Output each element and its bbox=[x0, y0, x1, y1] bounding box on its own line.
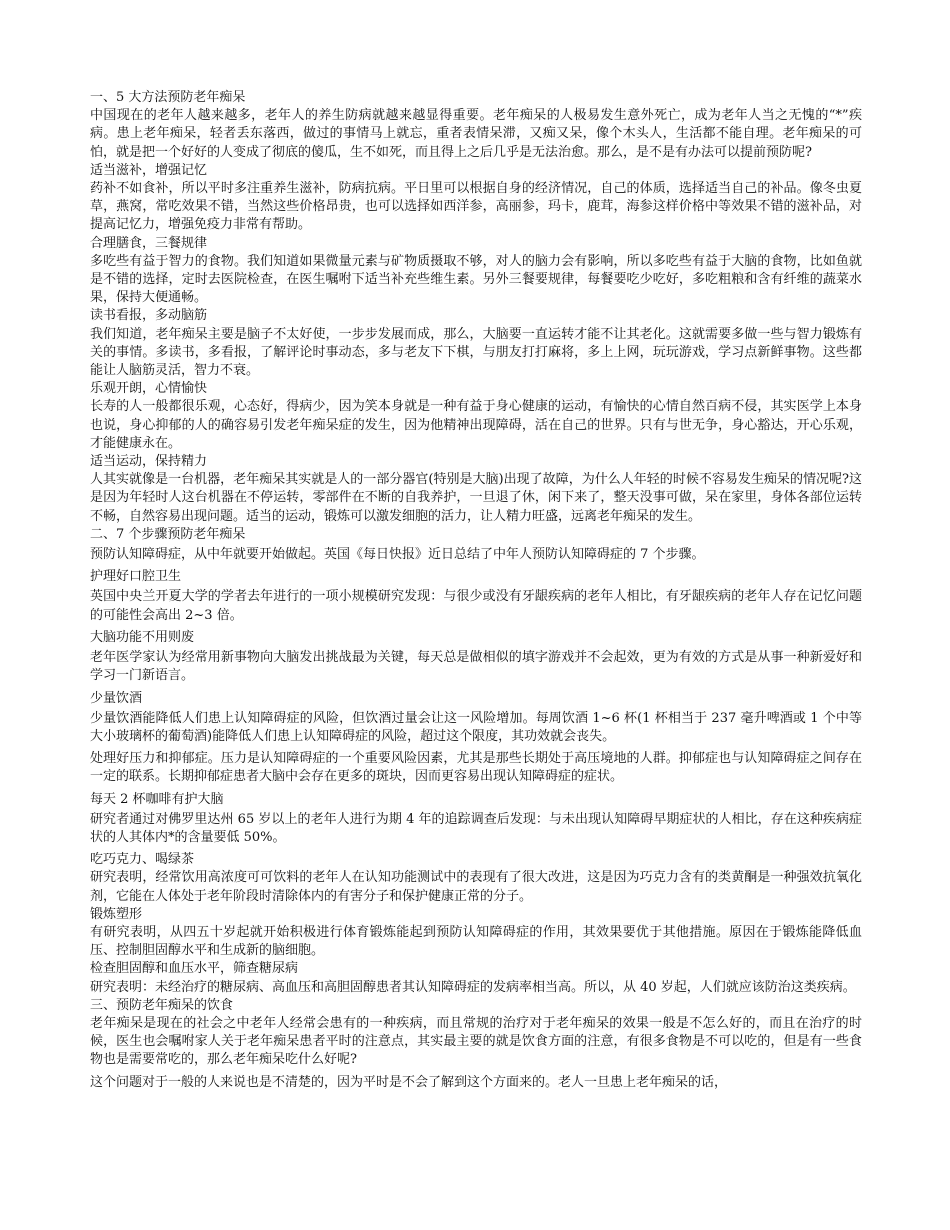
paragraph: 老年痴呆是现在的社会之中老年人经常会患有的一种疾病，而且常规的治疗对于老年痴呆的效果一般是不怎么好的，而且在治疗的时候，医生也会嘱咐家人关于老年痴呆患者平时的注意点，其实最主要的就是饮食方面的注意，有很多食物是不可以吃的，但是有一些食物也是需要常吃的，那么老年痴呆吃什么好呢? bbox=[90, 1015, 862, 1068]
subheading: 读书看报，多动脑筋 bbox=[90, 308, 208, 324]
subheading: 护理好口腔卫生 bbox=[90, 569, 182, 585]
subheading: 吃巧克力、喝绿茶 bbox=[90, 852, 195, 868]
section-1-intro: 中国现在的老年人越来越多，老年人的养生防病就越来越显得重要。老年痴呆的人极易发生意外死亡，成为老年人当之无愧的“*”疾病。患上老年痴呆，轻者丢东落西，做过的事情马上就忘，重者表情呆滞，又痴又呆，像个木头人，生活都不能自理。老年痴呆的可怕，就是把一个好好的人变成了彻底的傻瓜，生不如死，而且得上之后几乎是无法治愈。那么，是不是有办法可以提前预防呢? bbox=[90, 108, 862, 160]
subheading: 适当运动，保持精力 bbox=[90, 454, 208, 470]
paragraph: 人其实就像是一台机器，老年痴呆其实就是人的一部分器官(特别是大脑)出现了故障，为什么人年轻的时候不容易发生痴呆的情况呢?这是因为年轻时人这台机器在不停运转，零部件在不断的自我养护，一旦退了休，闲下来了，整天没事可做，呆在家里，身体各部位运转不畅，自然容易出现问题。适当的运动，锻炼可以激发细胞的活力，让人精力旺盛，远离老年痴呆的发生。 bbox=[90, 472, 862, 524]
paragraph: 我们知道，老年痴呆主要是脑子不太好使，一步步发展而成，那么，大脑要一直运转才能不让其老化。这就需要多做一些与智力锻炼有关的事情。多读书，多看报，了解评论时事动态，多与老友下下棋，与朋友打打麻将，多上上网，玩玩游戏，学习点新鲜事物。这些都能让人脑筋灵活，智力不衰。 bbox=[90, 326, 862, 379]
paragraph: 多吃些有益于智力的食物。我们知道如果微量元素与矿物质摄取不够，对人的脑力会有影响，所以多吃些有益于大脑的食物，比如鱼就是不错的选择，定时去医院检查，在医生嘱咐下适当补充些维生素。另外三餐要规律，每餐要吃少吃好，多吃粗粮和含有纤维的蔬菜水果，保持大便通畅。 bbox=[90, 253, 862, 306]
section-title-2: 二、7 个步骤预防老年痴呆 bbox=[90, 526, 246, 542]
subheading: 检查胆固醇和血压水平，筛查糖尿病 bbox=[90, 961, 299, 977]
paragraph: 英国中央兰开夏大学的学者去年进行的一项小规模研究发现：与很少或没有牙龈疾病的老年人相比，有牙龈疾病的老年人存在记忆问题的可能性会高出 2~3 倍。 bbox=[90, 589, 862, 623]
paragraph: 长寿的人一般都很乐观，心态好，得病少，因为笑本身就是一种有益于身心健康的运动，有愉快的心情自然百病不侵，其实医学上本身也说，身心抑郁的人的确容易引发老年痴呆症的发生，因为他精神出现障碍，活在自己的世界。只有与世无争，身心豁达，开心乐观，才能健康永在。 bbox=[90, 399, 862, 451]
section-title-3: 三、预防老年痴呆的饮食 bbox=[90, 997, 234, 1013]
paragraph: 有研究表明，从四五十岁起就开始积极进行体育锻炼能起到预防认知障碍症的作用，其效果要优于其他措施。原因在于锻炼能降低血压、控制胆固醇水平和生成新的脑细胞。 bbox=[90, 924, 862, 959]
subheading: 少量饮酒 bbox=[90, 690, 143, 706]
subheading: 合理膳食，三餐规律 bbox=[90, 235, 208, 251]
paragraph: 这个问题对于一般的人来说也是不清楚的，因为平时是不会了解到这个方面来的。老人一旦患上老年痴呆的话， bbox=[90, 1074, 728, 1090]
paragraph: 处理好压力和抑郁症。压力是认知障碍症的一个重要风险因素，尤其是那些长期处于高压境地的人群。抑郁症也与认知障碍症之间存在一定的联系。长期抑郁症患者大脑中会存在更多的斑块，因而更容易出现认知障碍症的症状。 bbox=[90, 751, 862, 785]
document-body bbox=[90, 89, 862, 1092]
subheading: 乐观开朗，心情愉快 bbox=[90, 381, 208, 397]
paragraph: 药补不如食补，所以平时多注重养生滋补，防病抗病。平日里可以根据自身的经济情况，自己的体质，选择适当自己的补品。像冬虫夏草，燕窝，常吃效果不错，当然这些价格昂贵，也可以选择如西洋参，高丽参，玛卡，鹿茸，海参这样价格中等效果不错的滋补品，对提高记忆力，增强免疫力非常有帮助。 bbox=[90, 181, 862, 233]
paragraph: 老年医学家认为经常用新事物向大脑发出挑战最为关键，每天总是做相似的填字游戏并不会起效，更为有效的方式是从事一种新爱好和学习一门新语言。 bbox=[90, 650, 862, 684]
subheading: 大脑功能不用则废 bbox=[90, 629, 195, 645]
paragraph: 少量饮酒能降低人们患上认知障碍症的风险，但饮酒过量会让这一风险增加。每周饮酒 1~6 杯(1 杯相当于 237 毫升啤酒或 1 个中等大小玻璃杯的葡萄酒)能降低人们患上认知障碍症的风险，超过这个限度，其功效就会丧失。 bbox=[90, 710, 862, 744]
section-title-1: 一、5 大方法预防老年痴呆 bbox=[90, 90, 246, 105]
subheading: 锻炼塑形 bbox=[90, 906, 143, 922]
section-2-intro: 预防认知障碍症，从中年就要开始做起。英国《每日快报》近日总结了中年人预防认知障碍症的 7 个步骤。 bbox=[90, 547, 705, 563]
paragraph: 研究表明，经常饮用高浓度可可饮料的老年人在认知功能测试中的表现有了很大改进，这是因为巧克力含有的类黄酮是一种强效抗氧化剂，它能在人体处于老年阶段时清除体内的有害分子和保护健康正常的分子。 bbox=[90, 870, 862, 904]
paragraph: 研究表明：未经治疗的糖尿病、高血压和高胆固醇患者其认知障碍症的发病率相当高。所以，从 40 岁起，人们就应该防治这类疾病。 bbox=[90, 979, 856, 995]
paragraph: 研究者通过对佛罗里达州 65 岁以上的老年人进行为期 4 年的追踪调查后发现：与未出现认知障碍早期症状的人相比，存在这种疾病症状的人其体内*的含量要低 50%。 bbox=[90, 811, 862, 845]
subheading: 每天 2 杯咖啡有护大脑 bbox=[90, 791, 224, 807]
subheading: 适当滋补，增强记忆 bbox=[90, 162, 208, 178]
